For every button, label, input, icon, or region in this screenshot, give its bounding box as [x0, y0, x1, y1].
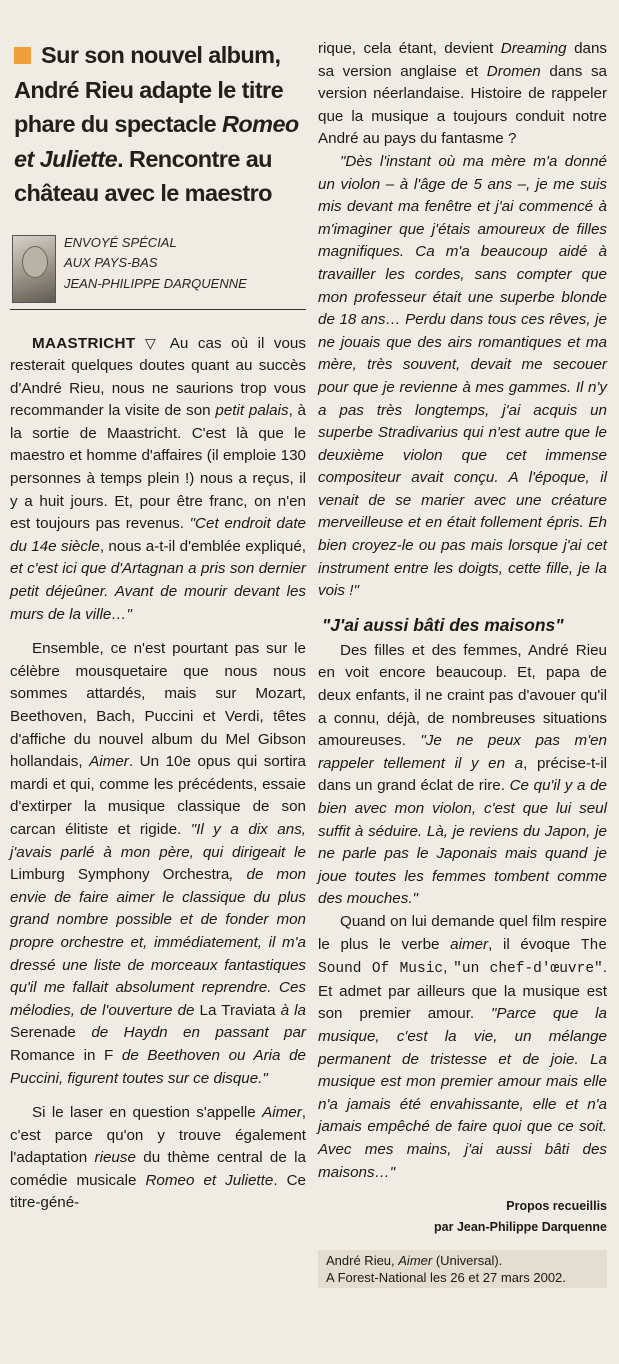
text-em: Dromen — [486, 62, 541, 80]
text: dans sa version néerlandaise. Histoire de rappeler que la musique a toujours conduit notre André au pays du fantasme ? — [318, 62, 607, 148]
quote: "Dès l'instant où ma mère m'a donné un violon – à l'âge de 5 ans –, je me suis mis devant ma fenêtre et j'ai commencé à m'imaginer que j'étais amoureux de filles magnifiques. Ca m'a beaucoup aidé à travailler les cordes, sans compter que mon professeur était une superbe blonde de 18 ans… Perdu dans tous ces rêves, je ne jouais que des airs romantiques et ma mère, très souvent, devait me secouer pour que je revienne à mes gammes. Il n'y a pas très longtemps, j'ai acquis un superbe Stradivarius qui n'est autre que le deuxième violon que cet immense compositeur avait conçu. A l'époque, il venait de se marier avec une créature merveilleuse et en était follement épris. Eh bien croyez-le ou pas mais lorsque j'ai cet instrument entre les doigts, cette fille, je la vois !" — [318, 152, 607, 600]
right-body — [318, 38, 607, 1288]
triangle-icon: ▽ — [144, 334, 162, 351]
headline-line: André Rieu adapte le titre — [14, 76, 284, 103]
quote: "Il y a dix ans, j'avais parlé à mon père, qui dirigeait le — [10, 820, 307, 861]
quote: à la — [275, 1001, 306, 1019]
text: Si le laser en question s'appelle — [32, 1104, 263, 1122]
info-box — [318, 1250, 607, 1288]
byline — [10, 233, 306, 310]
text-em: aimer — [450, 935, 489, 953]
paragraph — [318, 151, 607, 603]
paragraph — [318, 38, 607, 151]
quote: Ce qu'il y a de bien avec mon violon, c'est que lui seul suffit à séduire. Là, je reviens du Japon, je ne parle pas le Japonais mais quand je joue toutes les femmes tombent comme des mouches." — [318, 777, 607, 908]
quote: et c'est ici que d'Artagnan a pris son dernier petit déjeûner. Avant de mourir devant les murs de la ville…" — [10, 560, 306, 623]
right-column — [318, 38, 607, 1288]
credit-line: Propos recueillis — [506, 1199, 607, 1214]
headline-line: phare du spectacle — [14, 111, 223, 137]
film-quote: "un chef-d'œuvre" — [453, 961, 603, 978]
text: . Ce titre-géné- — [10, 1171, 307, 1212]
text: Au cas où il vous resterait quelques doutes quant au succès d'André Rieu, nous ne saurions trop vous recommander la visite de son — [10, 334, 306, 420]
byline-author: JEAN-PHILIPPE DARQUENNE — [64, 275, 247, 291]
text-em: Aimer — [398, 1253, 433, 1269]
text: Ensemble, ce n'est pourtant pas sur le célèbre mousquetaire que nous nous sommes attardés, mais sur Mozart, Beethoven, Bach, Puccini et Verdi, têtes d'affiche du nouvel album du Mel Gibson hollandais, — [10, 640, 306, 771]
text-em: Aimer — [89, 753, 129, 771]
headline — [14, 38, 306, 211]
info-line — [326, 1252, 599, 1269]
text: Des filles et des femmes, André Rieu en voit encore beaucoup. Et, papa de deux enfants, il ne craint pas d'avouer qu'il a connu, déjà, de nombreuses situations amoureuses. — [318, 641, 607, 750]
quote: , de mon envie de faire aimer le classique du plus grand nombre possible et de fonder mon propre orchestre et, immédiatement, il m'a dressé une liste de morceaux fantastiques qu'il me fallait absolument reprendre. Ces mélodies, de l'ouverture de — [10, 866, 306, 1019]
headline-title-em: et Juliette — [14, 145, 118, 172]
byline-role: ENVOYÉ SPÉCIAL — [64, 234, 177, 250]
dateline: MAASTRICHT — [32, 334, 136, 352]
text-em: rieuse — [94, 1149, 136, 1167]
headline-line: . Rencontre au — [117, 145, 272, 172]
byline-location: AUX PAYS-BAS — [64, 255, 158, 270]
quote: "Cet endroit date du 14e siècle — [10, 515, 306, 555]
subheading: "J'ai aussi bâti des maisons" — [322, 614, 564, 635]
paragraph — [10, 638, 306, 1090]
text: La Traviata — [199, 1001, 276, 1019]
text: , — [443, 959, 454, 977]
film-title: The Sound Of Music — [318, 937, 607, 978]
headline-title-em: Romeo — [222, 111, 299, 137]
credit-line: par Jean-Philippe Darquenne — [434, 1220, 607, 1235]
left-body — [10, 332, 306, 1216]
text-em: Aimer — [262, 1104, 302, 1122]
text: rique, cela étant, devient — [318, 40, 501, 57]
quote: "Parce que la musique, c'est la vie, un mélange permanent de tristesse et de joie. La musique est mon premier amour mais elle n'a jamais été envahissante, elle et n'a jamais empêché de faire quoi que ce soit. Avec mes mains, j'ai aussi bâti des maisons…" — [318, 1005, 607, 1181]
text: Romance in F — [10, 1046, 114, 1064]
text: . Un 10e opus qui sortira mardi et qui, comme les précédents, essaie d'extirper la musique classique de son carcan élitiste et rigide. — [10, 753, 306, 838]
paragraph — [10, 1102, 306, 1215]
text: , nous a-t-il d'emblée expliqué, — [99, 537, 306, 555]
quote: de Haydn en passant par — [75, 1024, 306, 1042]
headline-line: Sur son nouvel album, — [41, 42, 281, 68]
text: dans sa version anglaise et — [318, 40, 608, 80]
text-em: petit palais — [215, 402, 289, 420]
paragraph — [318, 640, 607, 911]
headline-line: château avec le maestro — [14, 180, 272, 206]
text: , c'est parce qu'on y trouve également l'adaptation — [10, 1104, 306, 1167]
text: (Universal). — [432, 1253, 503, 1269]
paragraph — [318, 911, 607, 1184]
paragraph — [10, 332, 306, 627]
orange-square-icon — [14, 47, 31, 64]
text: , il évoque — [488, 935, 581, 953]
text: . Et admet par ailleurs que la musique est son premier amour. — [318, 959, 607, 1023]
text-em: Romeo et Juliette — [145, 1171, 274, 1189]
text: Limburg Symphony Orchestra — [10, 866, 230, 884]
text: Serenade — [10, 1024, 76, 1042]
quote: de Beethoven ou Aria de Puccini, figurent toutes sur ce disque." — [10, 1046, 306, 1087]
left-column — [10, 38, 306, 1215]
byline-text — [64, 233, 247, 295]
info-line: A Forest-National les 26 et 27 mars 2002. — [326, 1270, 566, 1286]
text: , à la sortie de Maastricht. C'est là que le maestro et homme d'affaires (il emploie 130 personnes à temps plein !) nous a reçus, il y a huit jours. Et, pour être franc, on n'en est toujours pas revenus. — [10, 402, 307, 533]
author-photo — [12, 235, 56, 303]
text: Quand on lui demande quel film respire le plus le verbe — [318, 912, 607, 953]
quote: "Je ne peux pas m'en rappeler tellement il y en a — [318, 732, 607, 772]
text: du thème central de la comédie musicale — [10, 1149, 306, 1189]
credit — [318, 1196, 607, 1238]
text: , précise-t-il dans un grand éclat de rire. — [318, 754, 607, 795]
text: André Rieu, — [326, 1253, 399, 1269]
text-em: Dreaming — [500, 40, 567, 57]
